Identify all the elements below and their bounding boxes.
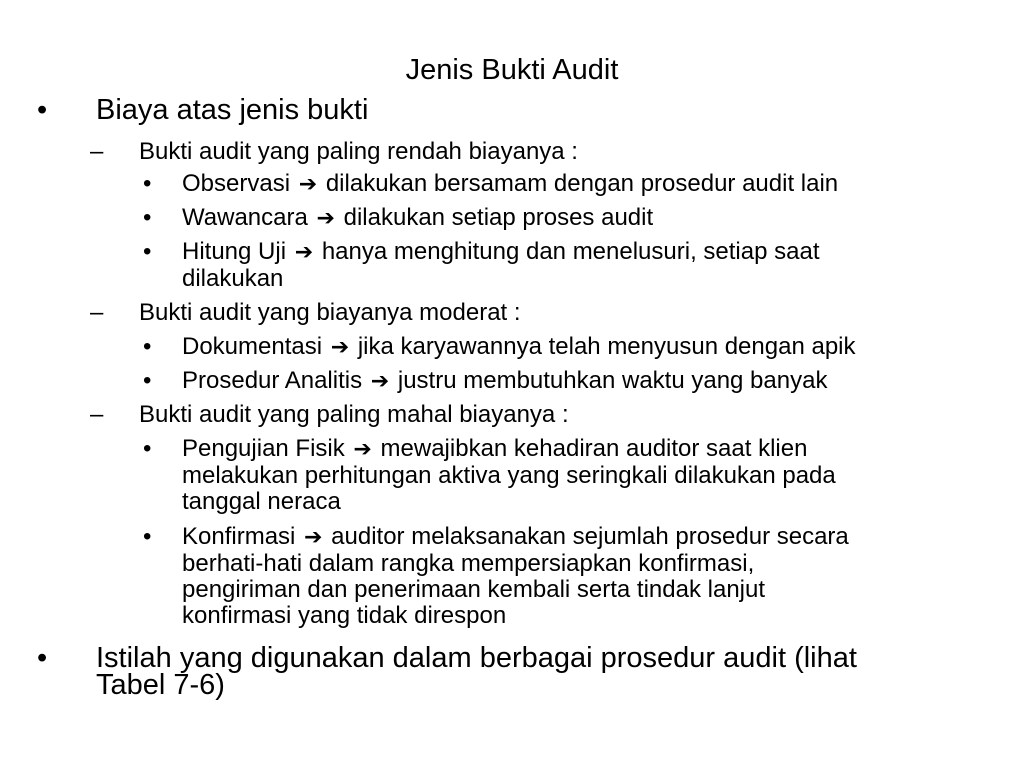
bullet-text-line: Tabel 7-6) [96, 669, 225, 701]
arrow-icon: ➔ [298, 172, 318, 197]
point-desc-line: hanya menghitung dan menelusuri, setiap saat [321, 238, 820, 265]
point-term: Observasi [182, 170, 291, 197]
arrow-icon: ➔ [353, 437, 372, 462]
dash-marker: – [90, 299, 104, 326]
point-desc-line: melakukan perhitungan aktiva yang seringkali dilakukan pada [182, 462, 836, 489]
bullet-marker: • [143, 333, 152, 360]
bullet-text: Biaya atas jenis bukti [96, 94, 369, 126]
sub-item-text: Bukti audit yang paling rendah biayanya : [139, 138, 578, 165]
point-desc: jika karyawannya telah menyusun dengan apik [357, 333, 856, 360]
point-desc-line: mewajibkan kehadiran auditor saat klien [380, 435, 808, 462]
arrow-icon: ➔ [294, 240, 314, 265]
point-term: Hitung Uji [182, 238, 287, 265]
point-desc-line: dilakukan [182, 265, 284, 292]
point-desc: dilakukan bersamam dengan prosedur audit lain [325, 170, 839, 197]
point-term: Pengujian Fisik [182, 435, 345, 462]
bullet-marker: • [37, 94, 48, 126]
sub-item-text: Bukti audit yang biayanya moderat : [139, 299, 521, 326]
dash-marker: – [90, 138, 104, 165]
bullet-marker: • [37, 642, 48, 674]
point-desc-line: berhati-hati dalam rangka mempersiapkan konfirmasi, [182, 550, 755, 577]
bullet-text-line: Istilah yang digunakan dalam berbagai prosedur audit (lihat [96, 642, 857, 674]
point-desc-line: auditor melaksanakan sejumlah prosedur secara [331, 523, 849, 550]
point-term: Konfirmasi [182, 523, 296, 550]
bullet-marker: • [143, 170, 152, 197]
bullet-marker: • [143, 238, 152, 265]
point-term: Dokumentasi [182, 333, 323, 360]
bullet-marker: • [143, 523, 152, 550]
point-desc-line: pengiriman dan penerimaan kembali serta tindak lanjut [182, 576, 766, 603]
slide-title: Jenis Bukti Audit [405, 54, 619, 86]
point-desc: dilakukan setiap proses audit [343, 204, 654, 231]
arrow-icon: ➔ [330, 335, 350, 360]
point-term: Wawancara [182, 204, 308, 231]
bullet-marker: • [143, 367, 152, 394]
arrow-icon: ➔ [304, 525, 323, 550]
point-desc-line: konfirmasi yang tidak direspon [182, 602, 507, 629]
point-term: Prosedur Analitis [182, 367, 363, 394]
bullet-marker: • [143, 204, 152, 231]
sub-item-text: Bukti audit yang paling mahal biayanya : [139, 401, 569, 428]
arrow-icon: ➔ [316, 206, 335, 231]
point-desc: justru membutuhkan waktu yang banyak [397, 367, 828, 394]
dash-marker: – [90, 401, 104, 428]
bullet-marker: • [143, 435, 152, 462]
arrow-icon: ➔ [370, 369, 390, 394]
point-desc-line: tanggal neraca [182, 488, 341, 515]
